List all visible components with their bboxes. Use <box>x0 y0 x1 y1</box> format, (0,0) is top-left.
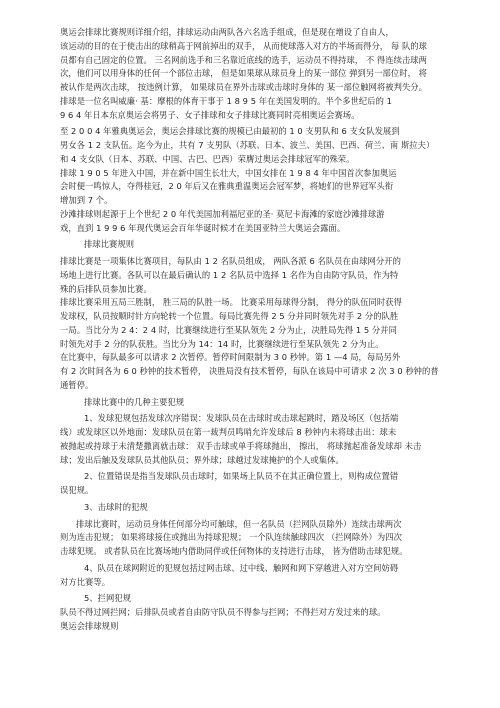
text-line: 一局。当比分为 2 4：2 4 时，比赛继续进行至某队领先 2 分为止，决胜局先得 1 5 分并同 <box>60 324 397 335</box>
text-line: 4、队员在球网附近的犯规包括过网击球、过中线、触网和网下穿越进入对方空间妨碍 <box>84 562 399 573</box>
text-line: 1、发球犯规包括发球次序错误：发球队员在击球时或击球起跳时，踏及场区（包括端 <box>84 413 399 424</box>
text-line: 员都有自己固定的位置。 三名网前选手和三名靠近底线的选手，运动员不得持球， 不 得连续击球两 <box>60 54 427 65</box>
text-line: 对方比赛等。 <box>60 576 111 587</box>
foul-item-3 <box>60 501 454 515</box>
text-line: 有 2 次时间各为 6 0 秒钟的技术暂停， 决胜局没有技术暂停，每队在该局中可请求 2 次 3 0 秒钟的普 <box>60 366 439 376</box>
text-line: 奥运会排球比赛规则详细介绍，排球运动由两队各六名选手组成，但是现在增设了自由人， <box>60 27 394 37</box>
text-line: 殊的后排队员参加比赛。 <box>60 283 152 294</box>
text-line: 该运动的目的在于使击出的球稍高于网前掉出的双手， 从而使球落入对方的半场而得分， 每 队的球 <box>60 40 427 51</box>
section-heading-fouls: 排球比赛中的几种主要犯规 <box>84 396 185 407</box>
foul-item-5 <box>60 592 454 633</box>
text-line: 误犯规。 <box>60 485 94 495</box>
text-line: 5、拦网犯规 <box>84 593 132 604</box>
rules-paragraph <box>60 255 454 393</box>
text-line: 通暂停。 <box>60 379 94 390</box>
text-line: 男女各 1 2 支队伍。迄今为止，共有 7 支男队（苏联、日本、波兰、美国、巴西、荷兰、南 斯拉夫） <box>60 140 435 150</box>
text-line: 排球比赛时，运动员身体任何部分均可触球，但一名队员（拦网队员除外）连续击球两次 <box>76 518 402 529</box>
intro-paragraph <box>60 26 454 122</box>
text-line: 被认作是两次击球， 按违例计算， 如果球员在界外击球或击球时身体的 某一部位触网将被判失分。 <box>60 82 427 92</box>
foul-item-4 <box>60 562 454 590</box>
text-line: 发球权，队员按顺时针方向轮转一个位置。每局比赛先得 2 5 分并同时领先对手 2 分的队胜 <box>60 311 399 321</box>
text-line: 排球 1 9 0 5 年进入中国，并在新中国生长壮大，中国女排在 1 9 8 4 年中国首次参加奥运 <box>60 167 397 178</box>
section-heading-rules: 排球比赛规则 <box>84 239 135 250</box>
foul-item-1 <box>60 412 454 467</box>
text-line: 被抛起或持球于未清楚撒离就击球： 双手击球或单手将球抛出， 擦出， 将球抛起准备发球却 未击 <box>60 440 422 451</box>
text-line: 9 6 4 年日本东京奥运会将男子、女子排球和女子排球比赛同时亮相奥运会赛场。 <box>60 109 360 120</box>
foul-item-3-detail <box>60 518 454 559</box>
text-line: 球；发出后触及发球队员其他队员；界外球；球越过发球掩护的个人或集体。 <box>60 454 344 465</box>
text-line: 排球比赛采用五局三胜制， 胜三局的队胜一场。 比赛采用每球得分制， 得分的队伍同时获得 <box>60 297 402 308</box>
text-line: 增加到 7 个。 <box>60 195 113 205</box>
text-line: 击球犯规。 或者队员在比赛场地内借助同伴或任何物体的支持进行击球， 皆为借助击球犯规。 <box>60 546 408 556</box>
text-line: 在比赛中，每队最多可以请求 2 次暂停。暂停时间限制为 3 0 秒钟。第 1 —4 局，每局另外 <box>60 352 401 363</box>
text-line: 会时便一鸣惊人，夺得桂冠，2 0 年后又在雅典重温奥运会冠军梦，将她们的世界冠军头衔 <box>60 181 394 192</box>
text-line: 和 4 支女队（日本、苏联、中国、古巴、巴西）荣膺过奥运会排球冠军的殊荣。 <box>60 153 355 164</box>
text-line: 次，他们可以用身体的任何一个部位击球， 但是如果球从球员身上的某一部位 弹到另一部位时， 将 <box>60 68 427 79</box>
text-line: 场地上进行比赛。各队可以在最后确认的 1 2 名队员中选择 1 名作为自由防守队员，作为特 <box>60 269 399 280</box>
text-line: 排球比赛是一项集体比赛项目，每队由 1 2 名队员组成， 两队各派 6 名队员在由球网分开的 <box>60 256 401 266</box>
text-line: 线）或发球区以外地面：发球队员在第一裁判员鸣哨允许发球后 8 秒钟内未将球击出：球未 <box>60 427 397 437</box>
text-line: 2、位置错误是指当发球队员击球时，如果场上队员不在其正确位置上，则构成位置错 <box>84 471 399 482</box>
text-line: 时领先对手 2 分的队获胜。当比分为 14：14 时，比赛继续进行至某队领先 2 分为止。 <box>60 338 384 349</box>
foul-item-2 <box>60 470 454 498</box>
text-line: 则为连击犯规； 如果将球接住或抛出为持球犯规； 一个队连续触球四次 （拦网除外）为四次 <box>60 532 402 543</box>
text-line: 排球是一位名叫威廉· 基：摩根的体育干事于 1 8 9 5 年在美国发明的。半个多世纪后的 1 <box>60 95 392 106</box>
text-line: 队员不得过网拦网；后排队员或者自由防守队员不得参与拦网；不得拦对方发过来的球。 <box>60 607 386 617</box>
text-line: 至 2 0 0 4 年雅典奥运会，奥运会排球比赛的规模已由最初的 1 0 支男队和 6 支女队发展到 <box>60 126 400 137</box>
text-line: 戏，直到 1 9 9 6 年现代奥运会百年华诞时候才在美国亚特兰大奥运会露面。 <box>60 222 346 233</box>
history-paragraph <box>60 125 454 235</box>
text-line: 3、击球时的犯规 <box>84 501 148 512</box>
text-line: 沙滩排球则起源于上个世纪 2 0 年代美国加利福尼亚的圣· 莫尼卡海滩的家庭沙滩排球游 <box>60 208 385 219</box>
text-line: 奥运会排球规则 <box>60 620 119 631</box>
